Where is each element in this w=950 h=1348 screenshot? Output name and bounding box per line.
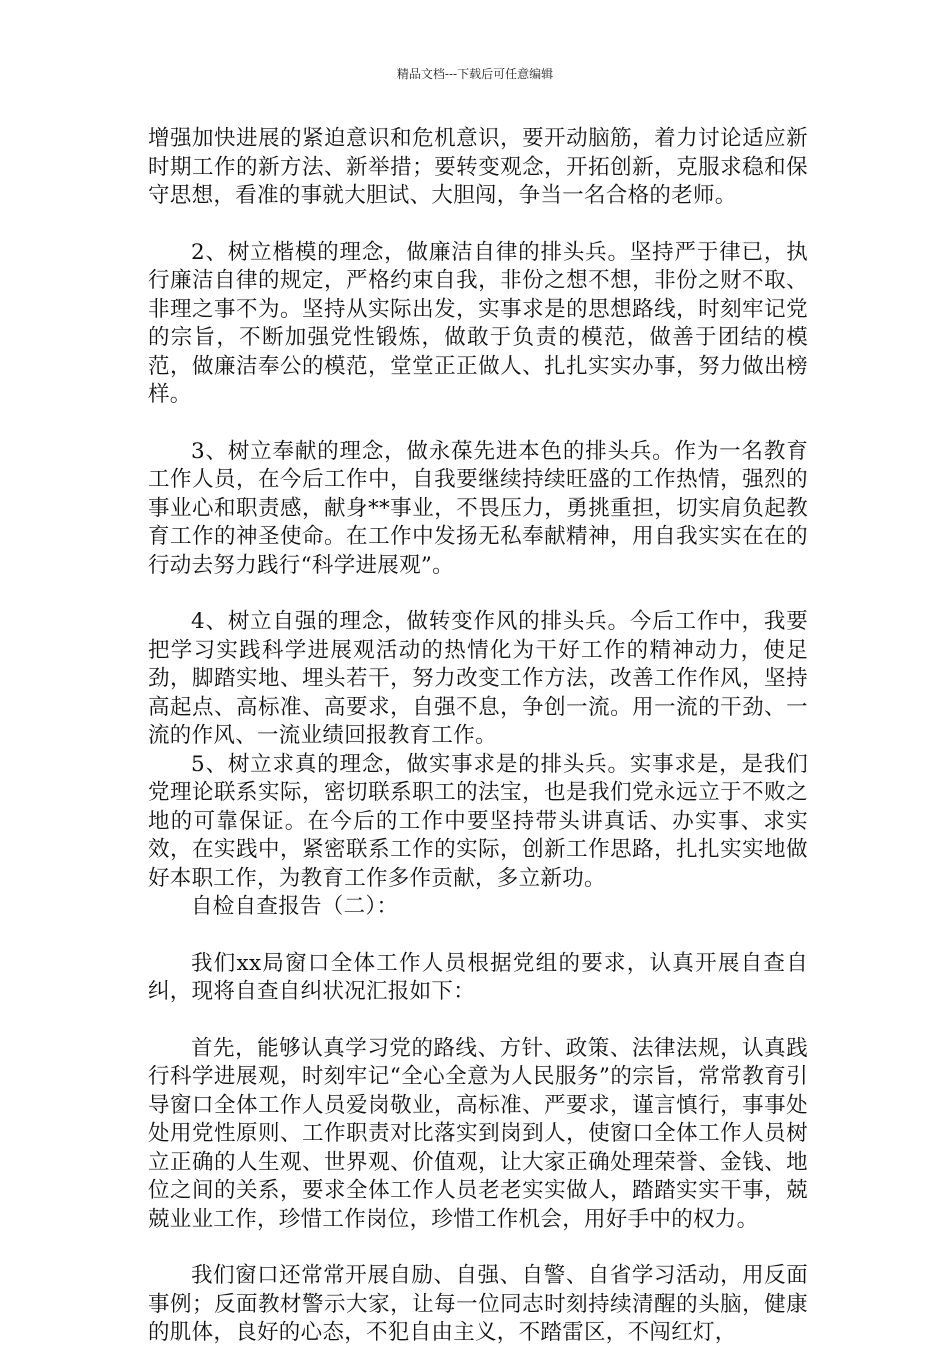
paragraph-item-2: 2、树立楷模的理念，做廉洁自律的排头兵。坚持严于律已，执行廉洁自律的规定，严格约束自我，非份之想不想，非份之财不取、非理之事不为。坚持从实际出发，实事求是的思想路线，时刻牢记党的宗旨，不断加强党性锻炼，做敢于负责的模范，做善于团结的模范，做廉洁奉公的模范，堂堂正正做人、扎扎实实办事，努力做出榜样。 — [148, 239, 808, 407]
paragraph-first: 首先，能够认真学习党的路线、方针、政策、法律法规，认真践行科学进展观，时刻牢记“全心全意为人民服务”的宗旨，常常教育引导窗口全体工作人员爱岗敬业，高标准、严要求，谨言慎行，事事处处用党性原则、工作职责对比落实到岗到人，使窗口全体工作人员树立正确的人生观、世界观、价值观，让大家正确处理荣誉、金钱、地位之间的关系，要求全体工作人员老老实实做人，踏踏实实干事，兢兢业业工作，珍惜工作岗位，珍惜工作机会，用好手中的权力。 — [148, 1035, 808, 1232]
paragraph-item-5: 5、树立求真的理念，做实事求是的排头兵。实事求是，是我们党理论联系实际，密切联系职工的法宝，也是我们党永远立于不败之地的可靠保证。在今后的工作中要坚持带头讲真话、办实事、求实效，在实践中，紧密联系工作的实际，创新工作思路，扎扎实实地做好本职工作，为教育工作多作贡献，多立新功。 — [148, 751, 808, 891]
document-body — [148, 125, 808, 1348]
paragraph-item-3: 3、树立奉献的理念，做永葆先进本色的排头兵。作为一名教育工作人员，在今后工作中，自我要继续持续旺盛的工作热情，强烈的事业心和职责感，献身**事业，不畏压力，勇挑重担，切实肩负起教育工作的神圣使命。在工作中发扬无私奉献精神，用自我实实在在的行动去努力践行“科学进展观”。 — [148, 438, 808, 578]
paragraph-activities: 我们窗口还常常开展自励、自强、自警、自省学习活动，用反面事例；反面教材警示大家，让每一位同志时刻持续清醒的头脑，健康的肌体，良好的心态，不犯自由主义，不踏雷区，不闯红灯， — [148, 1263, 808, 1345]
paragraph-item-4: 4、树立自强的理念，做转变作风的排头兵。今后工作中，我要把学习实践科学进展观活动的热情化为干好工作的精神动力，使足劲，脚踏实地、埋头若干，努力改变工作方法，改善工作作风，坚持高起点、高标准、高要求，自强不息，争创一流。用一流的干劲、一流的作风、一流业绩回报教育工作。 — [148, 609, 808, 748]
paragraph-intro: 我们xx局窗口全体工作人员根据党组的要求，认真开展自查自纠，现将自查自纠状况汇报如下： — [148, 950, 808, 1004]
section-heading: 自检自查报告（二）： — [191, 894, 399, 919]
page-header: 精品文档---下载后可任意编辑 — [396, 67, 554, 81]
paragraph-continuation: 增强加快进展的紧迫意识和危机意识，要开动脑筋，着力讨论适应新时期工作的新方法、新举措；要转变观念，开拓创新，克服求稳和保守思想，看准的事就大胆试、大胆闯，争当一名合格的老师。 — [148, 126, 808, 208]
